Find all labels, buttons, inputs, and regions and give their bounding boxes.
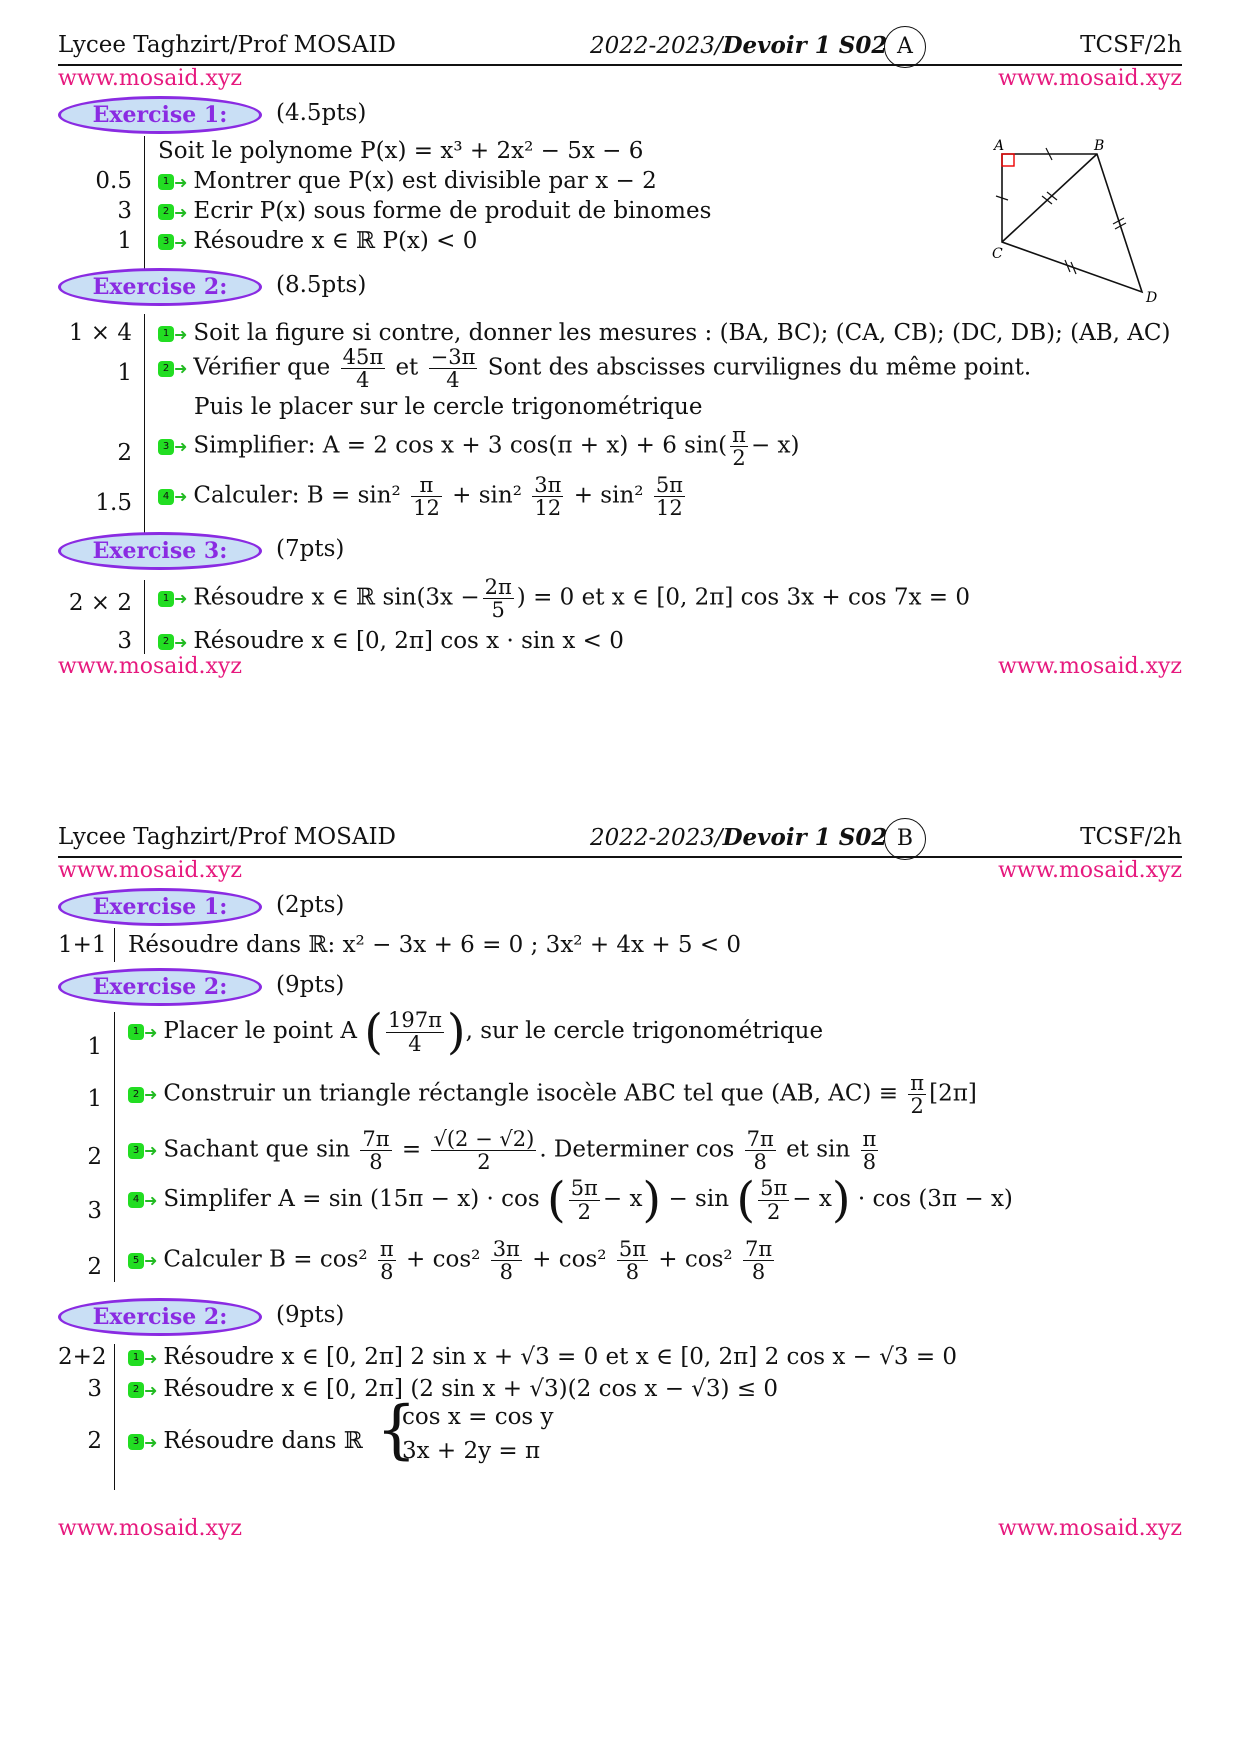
header-left: Lycee Taghzirt/Prof MOSAID — [58, 824, 396, 850]
exercise-points: (7pts) — [276, 536, 345, 562]
fraction: $\frac{3\pi}{12}$ — [534, 473, 562, 521]
margin-rule — [144, 136, 145, 284]
fraction: $\frac{\pi}{12}$ — [413, 473, 440, 521]
list-item: 2 ➜ Vérifier que $\frac{45\pi}{4}$ et $\frac{-3\pi}{4}$ Sont des abscisses curvilignes du même point. — [158, 346, 1031, 391]
exercise-label: Exercise 3: — [58, 532, 262, 570]
arrow-icon: ➜ — [144, 1251, 158, 1271]
number-badge: 4 — [158, 489, 174, 505]
fraction: $\frac{7\pi}{8}$ — [746, 1127, 774, 1175]
equation: cos x = cos y — [402, 1404, 554, 1430]
number-badge: 4 — [128, 1192, 144, 1208]
list-item: 2 ➜ Résoudre x ∈ [0, 2π] (2 sin x + √3)(2 cos x − √3) ≤ 0 — [128, 1376, 778, 1402]
number-badge: 1 — [158, 326, 174, 342]
arrow-icon: ➜ — [174, 202, 188, 222]
url-bottom-left[interactable]: www.mosaid.xyz — [58, 654, 242, 679]
item-points: 2 — [87, 1144, 102, 1170]
arrow-icon: ➜ — [174, 232, 188, 252]
item-points: 0.5 — [95, 168, 132, 194]
list-item: 3 ➜ Résoudre x ∈ ℝ P(x) < 0 — [158, 228, 477, 254]
arrow-icon: ➜ — [144, 1190, 158, 1210]
url-top-right[interactable]: www.mosaid.xyz — [998, 858, 1182, 883]
fraction: $\frac{5\pi}{2}$ — [570, 1176, 598, 1224]
list-item: 2 ➜ Ecrir P(x) sous forme de produit de binomes — [158, 198, 711, 224]
margin-rule — [114, 928, 115, 962]
header-title: 2022-2023/Devoir 1 S02 — [590, 824, 888, 851]
list-item: 1 ➜ Montrer que P(x) est divisible par x − 2 — [158, 168, 657, 194]
number-badge: 3 — [158, 439, 174, 455]
list-item: 1 ➜ Résoudre x ∈ [0, 2π] 2 sin x + √3 = 0 et x ∈ [0, 2π] 2 cos x − √3 = 0 — [128, 1344, 957, 1370]
arrow-icon: ➜ — [144, 1348, 158, 1368]
arrow-icon: ➜ — [144, 1022, 158, 1042]
item-points: 3 — [87, 1376, 102, 1402]
exercise-label: Exercise 1: — [58, 96, 262, 134]
header-left: Lycee Taghzirt/Prof MOSAID — [58, 32, 396, 58]
exercise-points: (9pts) — [276, 1302, 345, 1328]
arrow-icon: ➜ — [174, 359, 188, 379]
number-badge: 1 — [158, 591, 174, 607]
paren: ( — [364, 1004, 383, 1060]
item-points: 2 × 2 — [68, 590, 132, 616]
url-top-left[interactable]: www.mosaid.xyz — [58, 858, 242, 883]
fraction: $\frac{45\pi}{4}$ — [342, 345, 384, 393]
exercise-points: (2pts) — [276, 892, 345, 918]
list-item: 3 ➜ Résoudre dans ℝ — [128, 1428, 363, 1454]
arrow-icon: ➜ — [174, 632, 188, 652]
item-points: 1 — [87, 1086, 102, 1112]
fraction: $\frac{5\pi}{12}$ — [655, 473, 683, 521]
margin-rule — [114, 1012, 115, 1282]
list-item: 3 ➜ Simplifier: A = 2 cos x + 3 cos(π + x) + 6 sin( $\frac{\pi}{2}$ − x) — [158, 424, 799, 469]
item-points: 2+2 — [58, 1344, 107, 1370]
fraction: $\frac{\pi}{2}$ — [732, 423, 746, 471]
header-right: TCSF/2h — [1080, 824, 1182, 850]
paren: ) — [642, 1172, 662, 1228]
arrow-icon: ➜ — [144, 1380, 158, 1400]
list-item: 1 ➜ Soit la figure si contre, donner les mesures : (BA, BC); (CA, CB); (DC, DB); (AB, AC) — [158, 320, 1170, 346]
item-points: 2 — [87, 1254, 102, 1280]
number-badge: 1 — [128, 1024, 144, 1040]
list-item-continuation: Puis le placer sur le cercle trigonométrique — [194, 394, 703, 420]
fraction: $\frac{-3\pi}{4}$ — [430, 345, 476, 393]
arrow-icon: ➜ — [174, 437, 188, 457]
item-points: 1+1 — [58, 932, 107, 958]
item-points: 3 — [117, 198, 132, 224]
number-badge: 2 — [128, 1382, 144, 1398]
item-points: 1 — [117, 360, 132, 386]
list-item: 1 ➜ Placer le point A ( $\frac{197\pi}{4}$ ), sur le cercle trigonométrique — [128, 1008, 823, 1056]
header — [58, 816, 1182, 856]
fraction: $\frac{√(2 - √2)}{2}$ — [433, 1127, 535, 1175]
exercise-label: Exercise 2: — [58, 968, 262, 1006]
arrow-icon: ➜ — [174, 589, 188, 609]
variant-badge: B — [884, 818, 926, 860]
arrow-icon: ➜ — [144, 1432, 158, 1452]
arrow-icon: ➜ — [144, 1085, 158, 1105]
exercise-label: Exercise 2: — [58, 1298, 262, 1336]
point-label: C — [992, 246, 1003, 262]
number-badge: 3 — [158, 234, 174, 250]
paren: ) — [831, 1172, 851, 1228]
number-badge: 2 — [158, 361, 174, 377]
list-item: Résoudre dans ℝ: x² − 3x + 6 = 0 ; 3x² + 4x + 5 < 0 — [128, 932, 742, 958]
list-item: 1 ➜ Résoudre x ∈ ℝ sin(3x − $\frac{2\pi}{5}$ ) = 0 et x ∈ [0, 2π] cos 3x + cos 7x = 0 — [158, 576, 970, 621]
item-points: 1 × 4 — [68, 320, 132, 346]
fraction: $\frac{2\pi}{5}$ — [484, 575, 512, 623]
item-points: 2 — [87, 1428, 102, 1454]
fraction: $\frac{7\pi}{8}$ — [744, 1237, 773, 1285]
url-top-left[interactable]: www.mosaid.xyz — [58, 66, 242, 91]
fraction: $\frac{3\pi}{8}$ — [492, 1237, 520, 1285]
brace: { — [376, 1393, 417, 1467]
number-badge: 2 — [128, 1087, 144, 1103]
number-badge: 5 — [128, 1253, 144, 1269]
item-points: 1 — [117, 228, 132, 254]
url-top-right[interactable]: www.mosaid.xyz — [998, 66, 1182, 91]
list-item: 4 ➜ Calculer: B = sin² $\frac{\pi}{12}$ + sin² $\frac{3\pi}{12}$ + sin² $\frac{5\pi}{12}$ — [158, 474, 688, 519]
margin-rule — [144, 314, 145, 544]
list-item: 2 ➜ Résoudre x ∈ [0, 2π] cos x · sin x < 0 — [158, 628, 624, 654]
item-points: 1.5 — [95, 490, 132, 516]
url-bottom-right[interactable]: www.mosaid.xyz — [998, 1516, 1182, 1541]
fraction: $\frac{197\pi}{4}$ — [387, 1008, 442, 1056]
arrow-icon: ➜ — [174, 487, 188, 507]
number-badge: 3 — [128, 1434, 144, 1450]
number-badge: 2 — [158, 204, 174, 220]
exercise-intro: Soit le polynome P(x) = x³ + 2x² − 5x − 6 — [158, 138, 644, 164]
list-item: 4 ➜ Simplifer A = sin (15π − x) · cos ( $\frac{5\pi}{2}$ − x) − sin ( $\frac{5\pi}{2}$ − x) · cos (3π − x) — [128, 1176, 1013, 1224]
exercise-label: Exercise 2: — [58, 268, 262, 306]
list-item: 3 ➜ Sachant que sin $\frac{7\pi}{8}$ = $\frac{√(2 - √2)}{2}$ . Determiner cos $\frac{7\pi}{8}$ et sin $\frac{\pi}{8}$ — [128, 1128, 881, 1173]
header — [58, 24, 1182, 64]
point-label: D — [1146, 290, 1158, 306]
arrow-icon: ➜ — [174, 172, 188, 192]
exercise-label: Exercise 1: — [58, 888, 262, 926]
paren: ( — [736, 1172, 756, 1228]
margin-rule — [144, 580, 145, 654]
equation: 3x + 2y = π — [402, 1438, 541, 1464]
fraction: $\frac{7\pi}{8}$ — [362, 1127, 390, 1175]
fraction: $\frac{5\pi}{2}$ — [760, 1176, 788, 1224]
arrow-icon: ➜ — [174, 324, 188, 344]
fraction: $\frac{\pi}{2}$ — [910, 1071, 925, 1119]
exercise-points: (4.5pts) — [276, 100, 367, 126]
quadrilateral-figure — [922, 134, 1162, 314]
header-title: 2022-2023/Devoir 1 S02 — [590, 32, 888, 59]
url-bottom-left[interactable]: www.mosaid.xyz — [58, 1516, 242, 1541]
point-label: A — [994, 138, 1005, 154]
url-bottom-right[interactable]: www.mosaid.xyz — [998, 654, 1182, 679]
fraction: $\frac{\pi}{8}$ — [862, 1127, 877, 1175]
number-badge: 1 — [158, 174, 174, 190]
item-points: 3 — [87, 1198, 102, 1224]
number-badge: 1 — [128, 1350, 144, 1366]
margin-rule — [114, 1344, 115, 1490]
fraction: $\frac{\pi}{8}$ — [379, 1237, 394, 1285]
paren: ( — [546, 1172, 566, 1228]
item-points: 2 — [117, 440, 132, 466]
item-points: 3 — [117, 628, 132, 654]
number-badge: 2 — [158, 634, 174, 650]
number-badge: 3 — [128, 1143, 144, 1159]
fraction: $\frac{5\pi}{8}$ — [618, 1237, 646, 1285]
exercise-points: (8.5pts) — [276, 272, 367, 298]
arrow-icon: ➜ — [144, 1141, 158, 1161]
list-item: 5 ➜ Calculer B = cos² $\frac{\pi}{8}$ + cos² $\frac{3\pi}{8}$ + cos² $\frac{5\pi}{8}$ + cos² $\frac{7\pi}{8}$ — [128, 1238, 777, 1283]
header-right: TCSF/2h — [1080, 32, 1182, 58]
variant-badge: A — [884, 26, 926, 68]
list-item: 2 ➜ Construir un triangle réctangle isocèle ABC tel que (AB, AC) ≡ $\frac{\pi}{2}$ [2π] — [128, 1072, 977, 1117]
exercise-points: (9pts) — [276, 972, 345, 998]
item-points: 1 — [87, 1034, 102, 1060]
paren: ) — [446, 1004, 466, 1060]
point-label: B — [1094, 138, 1105, 154]
